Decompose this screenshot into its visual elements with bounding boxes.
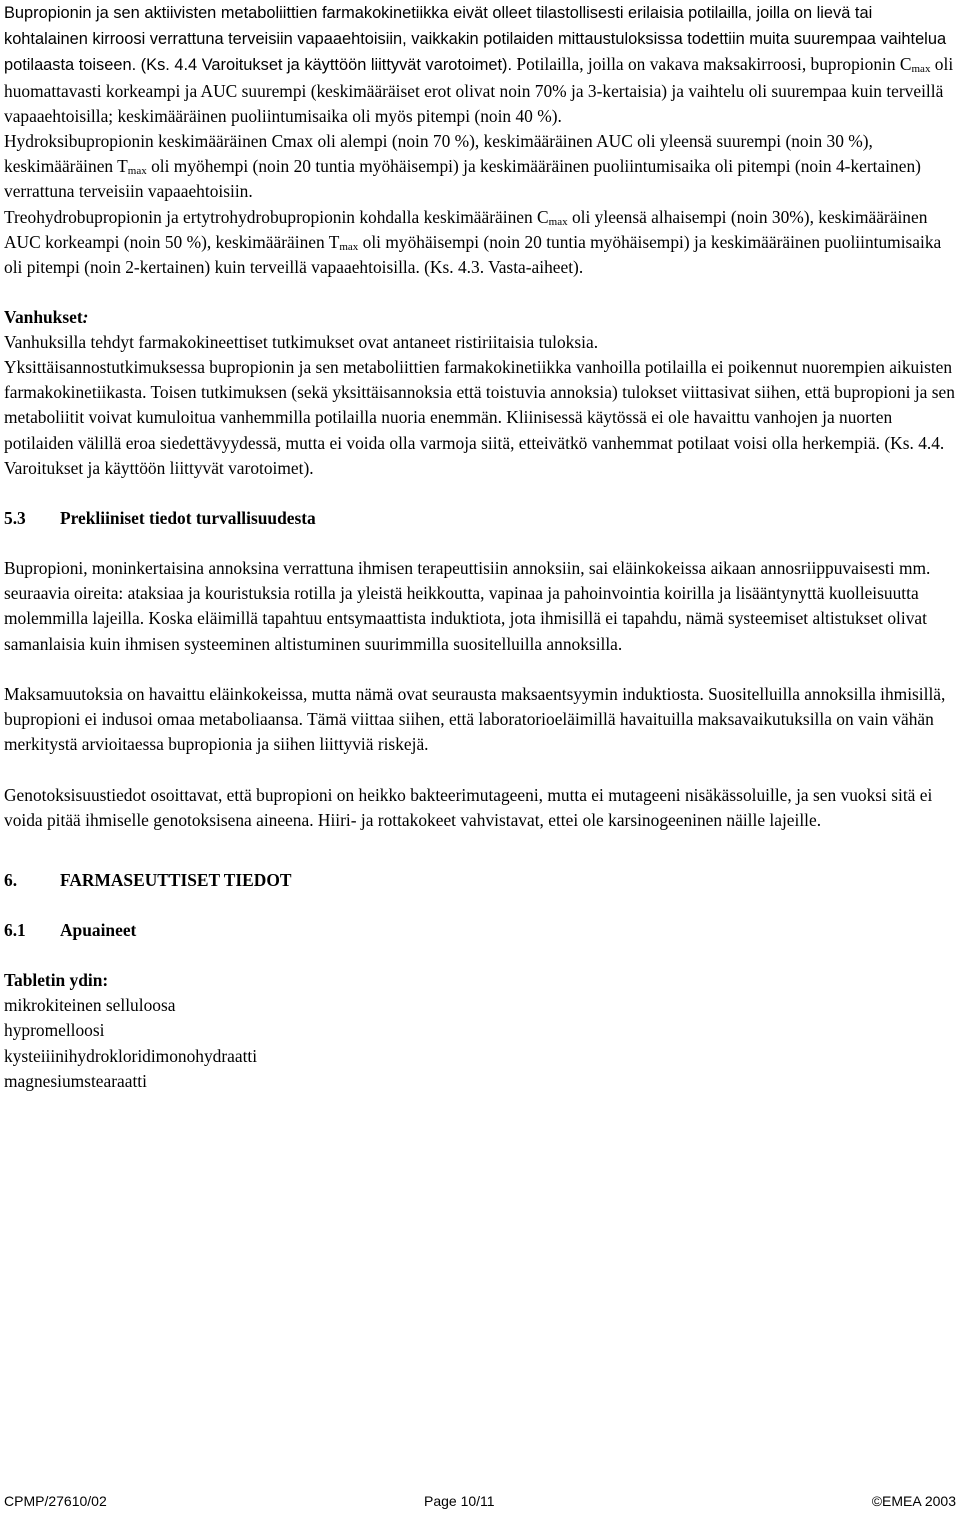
section-6-1-heading <box>4 918 136 943</box>
section-6-title: FARMASEUTTISET TIEDOT <box>60 870 292 890</box>
elderly-heading-text: Vanhukset <box>4 307 83 327</box>
footer-doc-id: CPMP/27610/02 <box>4 1493 107 1509</box>
tmax-subscript: max <box>127 165 147 178</box>
tablet-core-list <box>4 968 956 1094</box>
footer-copyright: ©EMEA 2003 <box>871 1493 956 1509</box>
treo-text-a: Treohydrobupropionin ja ertytrohydrobupropionin kohdalla keskimääräinen C <box>4 206 549 227</box>
section-5-3-number: 5.3 <box>4 508 26 528</box>
cmax-subscript: max <box>911 63 931 76</box>
list-item: hypromelloosi <box>4 1020 105 1041</box>
treo-text-c: oli myöhäisempi (noin 20 tuntia myöhäisempi) ja keskimääräinen puoliintumisaika oli pitempi (noin 2-kertainen) kuin terveillä vapaaehtoisilla. (Ks. 4.3. Vasta-aiheet). <box>4 231 942 278</box>
footer-page-number: Page 10/11 <box>424 1493 495 1509</box>
cirrosis-paragraph <box>4 0 956 280</box>
elderly-heading <box>4 305 956 330</box>
list-item: kysteiiinihydrokloridimonohydraatti <box>4 1045 258 1066</box>
elderly-heading-colon: : <box>82 307 89 327</box>
intro-sans-text: Bupropionin ja sen aktiivisten metaboliittien farmakokinetiikka eivät olleet tilastollisesti erilaisia potilailla, joilla on lievä tai kohtalainen kirroosi verrattuna terveisiin vapaaehtoisiin, vaikkakin potilaiden mittaustuloksissa todettiin muita suurempaa vaihtelua potilaasta toiseen. (Ks. 4.4 Varoitukset ja käyttöön liittyvät varotoimet). <box>4 4 947 75</box>
treo-text-b: oli yleensä alhaisempi (noin 30%), keskimääräinen AUC korkeampi (noin 50 %), keskimääräinen T <box>4 206 928 252</box>
elderly-paragraph-2: Yksittäisannostutkimuksessa bupropionin ja sen metaboliittien farmakokinetiikka vanhoilla potilailla ei poikennut nuorempien aikuisten farmakokinetiikasta. Toisen tutkimuksen (sekä yksittäisannoksia että toistuvia annoksia) tulokset viittasivat siihen, että bupropioni ja sen metaboliitit voivat kumuloitua vanhemmilla potilailla nuoria enemmän. Kliinisessä käytössä ei ole havaittu vanhojen ja nuorten potilaiden välillä eroa siedettävyydessä, mutta ei voida olla varmoja siitä, etteivätkö vanhemmat potilaat voisi olla herkempiä. (Ks. 4.4. Varoitukset ja käyttöön liittyvät varotoimet). <box>4 357 955 478</box>
section-5-3-title: Prekliiniset tiedot turvallisuudesta <box>60 508 316 528</box>
section-6-1-number: 6.1 <box>4 920 26 940</box>
list-item: mikrokiteinen selluloosa <box>4 995 176 1016</box>
elderly-paragraph-1: Vanhuksilla tehdyt farmakokineettiset tutkimukset ovat antaneet ristiriitaisia tuloksia. <box>4 332 599 352</box>
tablet-core-heading: Tabletin ydin: <box>4 970 109 990</box>
tmax-subscript-2: max <box>339 240 359 253</box>
section-5-3-heading <box>4 506 316 531</box>
preclinical-paragraph-1: Bupropioni, moninkertaisina annoksina verrattuna ihmisen terapeuttisiin annoksiin, sai eläinkokeissa aikaan annosriippuvaisesti mm. seuraavia oireita: ataksiaa ja kouristuksia rotilla ja yleistä heikkoutta, vapinaa ja pahoinvointia koirilla ja lisääntynyttä kuolleisuutta molemmilla lajeilla. Koska eläimillä tapahtuu entsymaattista induktiota, jota ihmisillä ei tapahdu, nämä systeemiset altistukset olivat samanlaisia kuin ihmisen systeeminen altistuminen suurimmilla suositelluilla annoksilla. <box>4 558 931 654</box>
section-6-heading <box>4 868 291 893</box>
preclinical-paragraph-3: Genotoksisuustiedot osoittavat, että bupropioni on heikko bakteerimutageeni, mutta ei mutageeni nisäkässoluille, ja sen vuoksi sitä ei voida pitää ihmiselle genotoksisena aineena. Hiiri- ja rottakokeet vahvistavat, ettei ole karsinogeeninen näille lajeille. <box>4 785 933 831</box>
intro-text-1b: oli huomattavasti korkeampi ja AUC suurempi (keskimääräiset erot olivat noin 70% ja 3-kertaisia) ja vaihtelu oli suurempaa kuin terveillä vapaaehtoisilla; keskimääräinen puoliintumisaika oli myös pitempi (noin 40 %). <box>4 54 954 126</box>
preclinical-paragraph-2: Maksamuutoksia on havaittu eläinkokeissa, mutta nämä ovat seurausta maksaentsyymin induktiosta. Suositelluilla annoksilla ihmisillä, bupropioni ei indusoi omaa metaboliaansa. Tämä viittaa siihen, että laboratorioeläimillä havaituilla maksavaikutuksilla on vain vähän merkitystä arvioitaessa bupropionia ja siihen liittyviä riskejä. <box>4 684 946 755</box>
hydroxy-text-a: Hydroksibupropionin keskimääräinen Cmax oli alempi (noin 70 %), keskimääräinen AUC oli yleensä suurempi (noin 30 %), keskimääräinen T <box>4 131 873 177</box>
section-6-1-title: Apuaineet <box>60 920 137 940</box>
cmax-subscript-2: max <box>548 215 568 228</box>
section-6-number: 6. <box>4 870 18 890</box>
list-item: magnesiumstearaatti <box>4 1070 147 1091</box>
hydroxy-text-b: oli myöhempi (noin 20 tuntia myöhäisempi) ja keskimääräinen puoliintumisaika oli pitempi (noin 4-kertainen) verrattuna terveisiin vapaaehtoisiin. <box>4 156 921 202</box>
intro-text-1a: Potilailla, joilla on vakava maksakirroosi, bupropionin C <box>512 54 912 75</box>
